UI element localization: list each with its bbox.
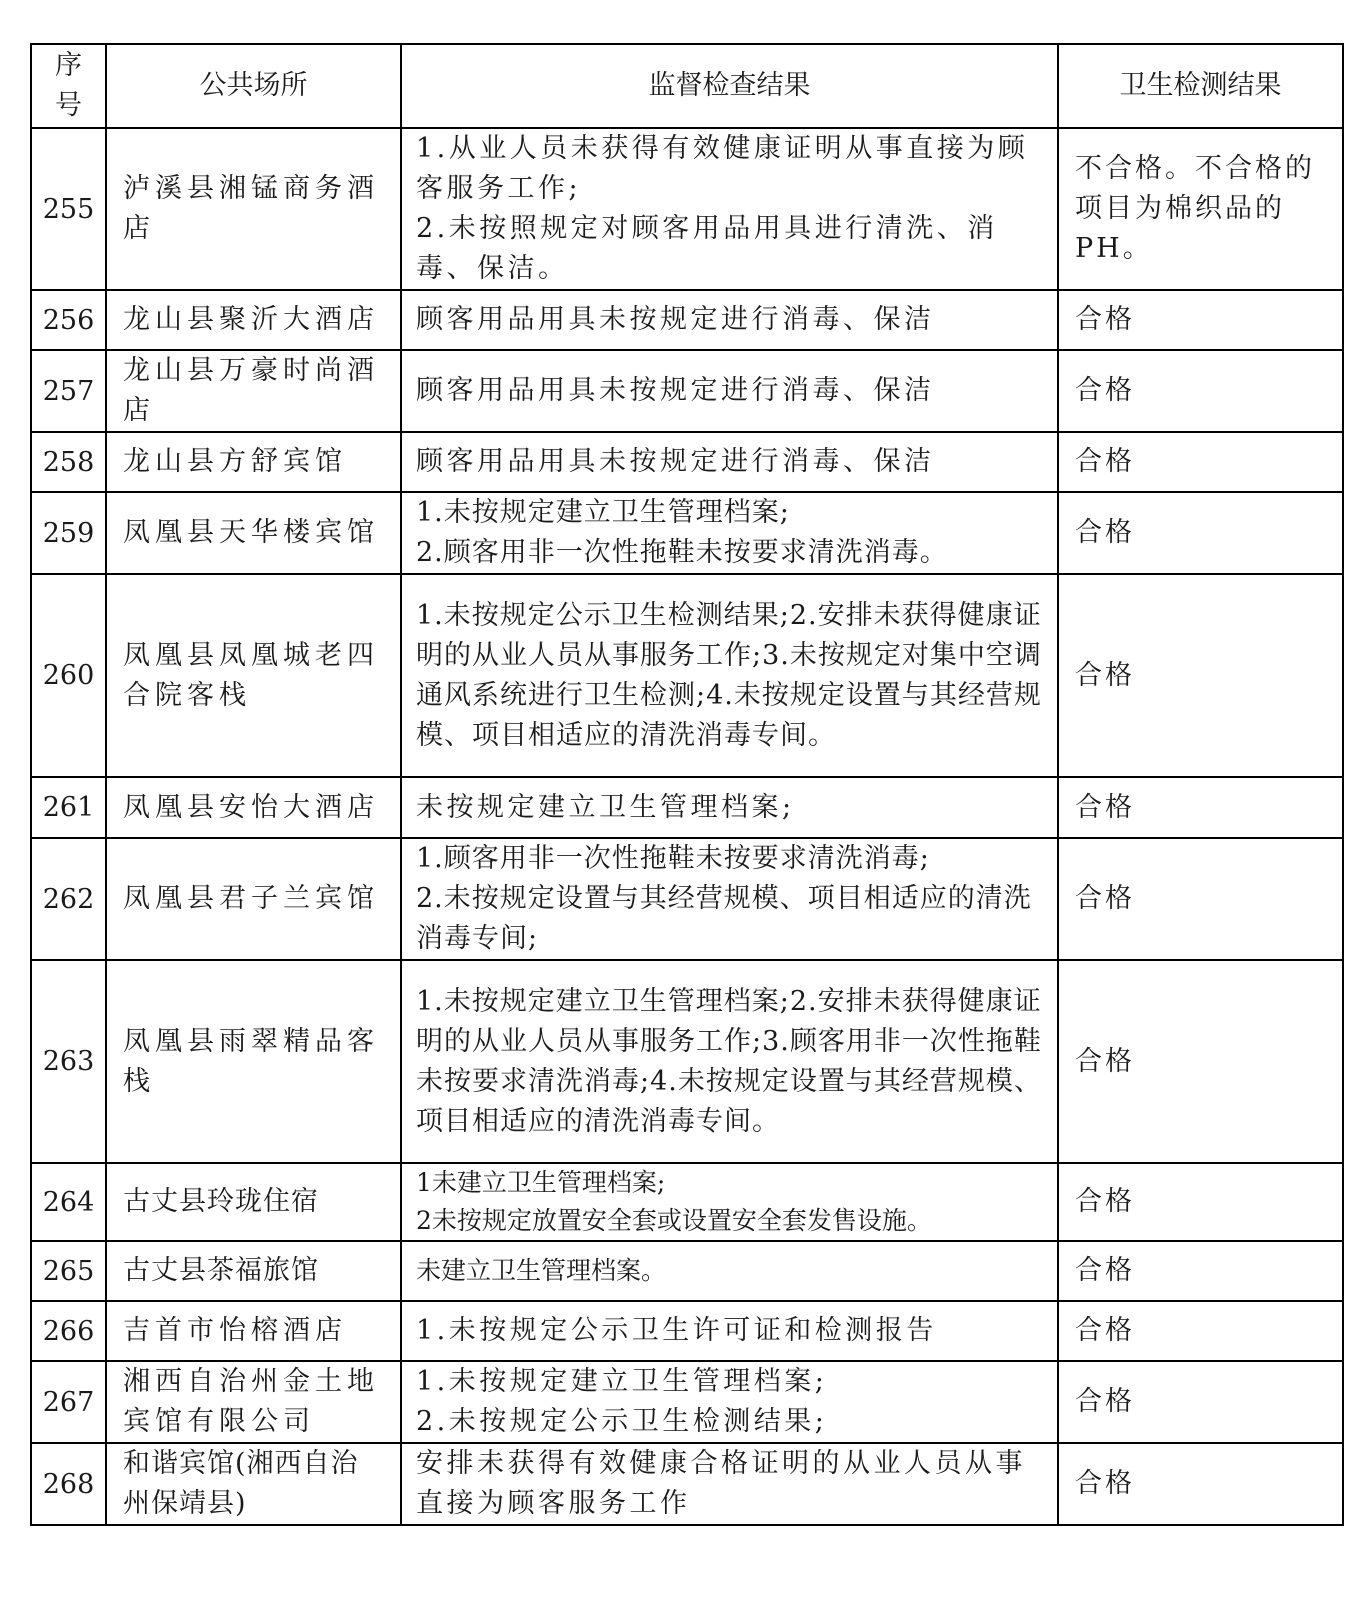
row-inspection-result: 顾客用品用具未按规定进行消毒、保洁 <box>401 290 1058 350</box>
row-number: 265 <box>31 1241 106 1301</box>
header-public-place: 公共场所 <box>106 44 401 128</box>
row-number: 264 <box>31 1163 106 1241</box>
table-row <box>31 1163 1343 1241</box>
row-test-result: 不合格。不合格的项目为棉织品的PH。 <box>1058 128 1343 290</box>
header-inspection-result: 监督检查结果 <box>401 44 1058 128</box>
row-number: 261 <box>31 777 106 838</box>
row-test-result: 合格 <box>1058 1361 1343 1443</box>
row-number: 268 <box>31 1443 106 1525</box>
row-place: 凤凰县雨翠精品客栈 <box>106 960 401 1163</box>
row-test-result: 合格 <box>1058 1301 1343 1361</box>
row-inspection-result: 1.从业人员未获得有效健康证明从事直接为顾客服务工作; 2.未按照规定对顾客用品用具进行清洗、消毒、保洁。 <box>401 128 1058 290</box>
row-place: 凤凰县君子兰宾馆 <box>106 838 401 960</box>
table-row <box>31 290 1343 350</box>
row-place: 泸溪县湘锰商务酒店 <box>106 128 401 290</box>
row-test-result: 合格 <box>1058 290 1343 350</box>
table-row <box>31 1301 1343 1361</box>
header-hygiene-test-result: 卫生检测结果 <box>1058 44 1343 128</box>
table-row <box>31 432 1343 492</box>
row-number: 259 <box>31 492 106 574</box>
row-number: 266 <box>31 1301 106 1361</box>
row-inspection-result: 安排未获得有效健康合格证明的从业人员从事直接为顾客服务工作 <box>401 1443 1058 1525</box>
row-test-result: 合格 <box>1058 838 1343 960</box>
row-test-result: 合格 <box>1058 492 1343 574</box>
row-number: 262 <box>31 838 106 960</box>
row-test-result: 合格 <box>1058 1163 1343 1241</box>
table-row <box>31 777 1343 838</box>
row-number: 257 <box>31 350 106 432</box>
row-place: 凤凰县凤凰城老四合院客栈 <box>106 574 401 777</box>
row-place: 和谐宾馆(湘西自治州保靖县) <box>106 1443 401 1525</box>
table-row <box>31 574 1343 777</box>
row-number: 255 <box>31 128 106 290</box>
row-test-result: 合格 <box>1058 432 1343 492</box>
table-row <box>31 1443 1343 1525</box>
row-test-result: 合格 <box>1058 1241 1343 1301</box>
row-place: 龙山县万豪时尚酒店 <box>106 350 401 432</box>
inspection-results-table <box>30 43 1344 1526</box>
table-row <box>31 128 1343 290</box>
row-inspection-result: 顾客用品用具未按规定进行消毒、保洁 <box>401 350 1058 432</box>
row-number: 263 <box>31 960 106 1163</box>
table-row <box>31 492 1343 574</box>
row-inspection-result: 未建立卫生管理档案。 <box>401 1241 1058 1301</box>
row-number: 260 <box>31 574 106 777</box>
row-test-result: 合格 <box>1058 574 1343 777</box>
row-inspection-result: 1.未按规定建立卫生管理档案;2.安排未获得健康证明的从业人员从事服务工作;3.顾客用非一次性拖鞋未按要求清洗消毒;4.未按规定设置与其经营规模、项目相适应的清洗消毒专间。 <box>401 960 1058 1163</box>
row-inspection-result: 1.未按规定公示卫生检测结果;2.安排未获得健康证明的从业人员从事服务工作;3.未按规定对集中空调通风系统进行卫生检测;4.未按规定设置与其经营规模、项目相适应的清洗消毒专间。 <box>401 574 1058 777</box>
row-place: 凤凰县安怡大酒店 <box>106 777 401 838</box>
row-number: 267 <box>31 1361 106 1443</box>
table-row <box>31 1361 1343 1443</box>
row-test-result: 合格 <box>1058 1443 1343 1525</box>
row-place: 古丈县茶福旅馆 <box>106 1241 401 1301</box>
table-header-row <box>31 44 1343 128</box>
row-inspection-result: 顾客用品用具未按规定进行消毒、保洁 <box>401 432 1058 492</box>
row-number: 256 <box>31 290 106 350</box>
row-inspection-result: 1.未按规定公示卫生许可证和检测报告 <box>401 1301 1058 1361</box>
row-place: 吉首市怡榕酒店 <box>106 1301 401 1361</box>
row-inspection-result: 1.未按规定建立卫生管理档案; 2.顾客用非一次性拖鞋未按要求清洗消毒。 <box>401 492 1058 574</box>
row-inspection-result: 1.顾客用非一次性拖鞋未按要求清洗消毒; 2.未按规定设置与其经营规模、项目相适应的清洗消毒专间; <box>401 838 1058 960</box>
row-inspection-result: 1.未按规定建立卫生管理档案; 2.未按规定公示卫生检测结果; <box>401 1361 1058 1443</box>
row-place: 龙山县聚沂大酒店 <box>106 290 401 350</box>
row-inspection-result: 未按规定建立卫生管理档案; <box>401 777 1058 838</box>
table-row <box>31 960 1343 1163</box>
row-number: 258 <box>31 432 106 492</box>
row-test-result: 合格 <box>1058 960 1343 1163</box>
table-row <box>31 838 1343 960</box>
table-row <box>31 1241 1343 1301</box>
row-test-result: 合格 <box>1058 350 1343 432</box>
row-inspection-result: 1未建立卫生管理档案; 2未按规定放置安全套或设置安全套发售设施。 <box>401 1163 1058 1241</box>
header-serial-number: 序 号 <box>31 44 106 128</box>
row-test-result: 合格 <box>1058 777 1343 838</box>
table-row <box>31 350 1343 432</box>
row-place: 古丈县玲珑住宿 <box>106 1163 401 1241</box>
row-place: 龙山县方舒宾馆 <box>106 432 401 492</box>
row-place: 凤凰县天华楼宾馆 <box>106 492 401 574</box>
row-place: 湘西自治州金土地宾馆有限公司 <box>106 1361 401 1443</box>
